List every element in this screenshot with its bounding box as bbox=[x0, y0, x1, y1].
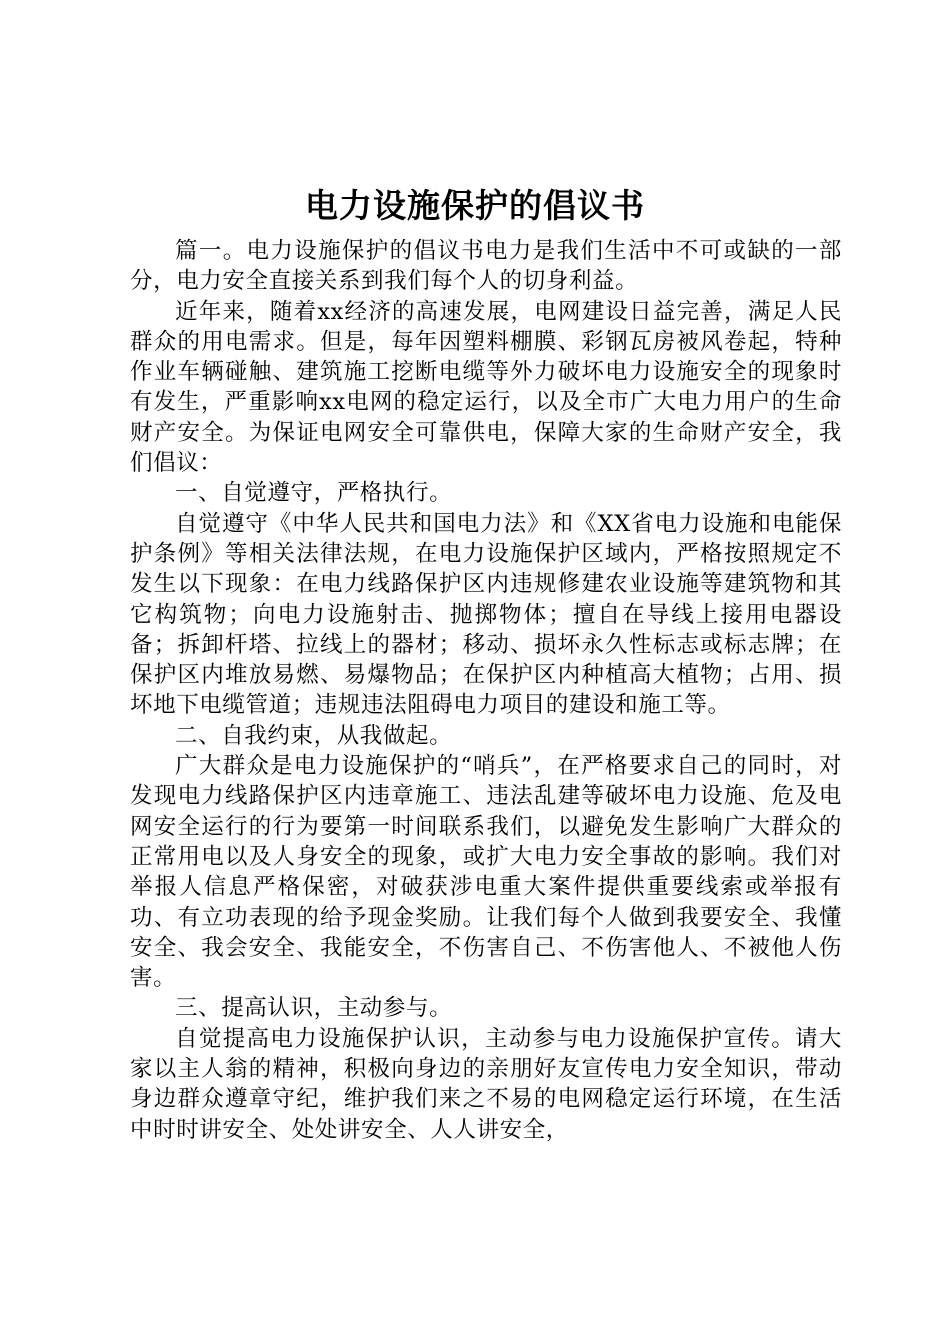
document-body bbox=[130, 236, 842, 1145]
paragraph-section-2: 广大群众是电力设施保护的“哨兵”，在严格要求自己的同时，对发现电力线路保护区内违章施工、违法乱建等破坏电力设施、危及电网安全运行的行为要第一时间联系我们，以避免发生影响广大群众的正常用电以及人身安全的现象，或扩大电力安全事故的影响。我们对举报人信息严格保密，对破获涉电重大案件提供重要线索或举报有功、有立功表现的给予现金奖励。让我们每个人做到我要安全、我懂安全、我会安全、我能安全，不伤害自己、不伤害他人、不被他人伤害。 bbox=[130, 753, 842, 992]
paragraph-background: 近年来，随着xx经济的高速发展，电网建设日益完善，满足人民群众的用电需求。但是，每年因塑料棚膜、彩钢瓦房被风卷起，特种作业车辆碰触、建筑施工挖断电缆等外力破坏电力设施安全的现象时有发生，严重影响xx电网的稳定运行，以及全市广大电力用户的生命财产安全。为保证电网安全可靠供电，保障大家的生命财产安全，我们倡议： bbox=[130, 298, 842, 477]
section-heading-3: 三、提高认识，主动参与。 bbox=[175, 995, 453, 1022]
paragraph-intro: 篇一。电力设施保护的倡议书电力是我们生活中不可或缺的一部分，电力安全直接关系到我们每个人的切身利益。 bbox=[130, 238, 842, 295]
paragraph-section-3: 自觉提高电力设施保护认识，主动参与电力设施保护宣传。请大家以主人翁的精神，积极向身边的亲朋好友宣传电力安全知识，带动身边群众遵章守纪，维护我们来之不易的电网稳定运行环境，在生活中时时讲安全、处处讲安全、人人讲安全， bbox=[130, 1025, 842, 1143]
section-heading-2: 二、自我约束，从我做起。 bbox=[175, 722, 453, 749]
document-title: 电力设施保护的倡议书 bbox=[305, 186, 645, 225]
paragraph-section-1: 自觉遵守《中华人民共和国电力法》和《XX省电力设施和电能保护条例》等相关法律法规，在电力设施保护区域内，严格按照规定不发生以下现象：在电力线路保护区内违规修建农业设施等建筑物和其它构筑物；向电力设施射击、抛掷物体；擅自在导线上接用电器设备；拆卸杆塔、拉线上的器材；移动、损坏永久性标志或标志牌；在保护区内堆放易燃、易爆物品；在保护区内种植高大植物；占用、损坏地下电缆管道；违规违法阻碍电力项目的建设和施工等。 bbox=[130, 510, 842, 719]
section-heading-1: 一、自觉遵守，严格执行。 bbox=[175, 480, 453, 507]
